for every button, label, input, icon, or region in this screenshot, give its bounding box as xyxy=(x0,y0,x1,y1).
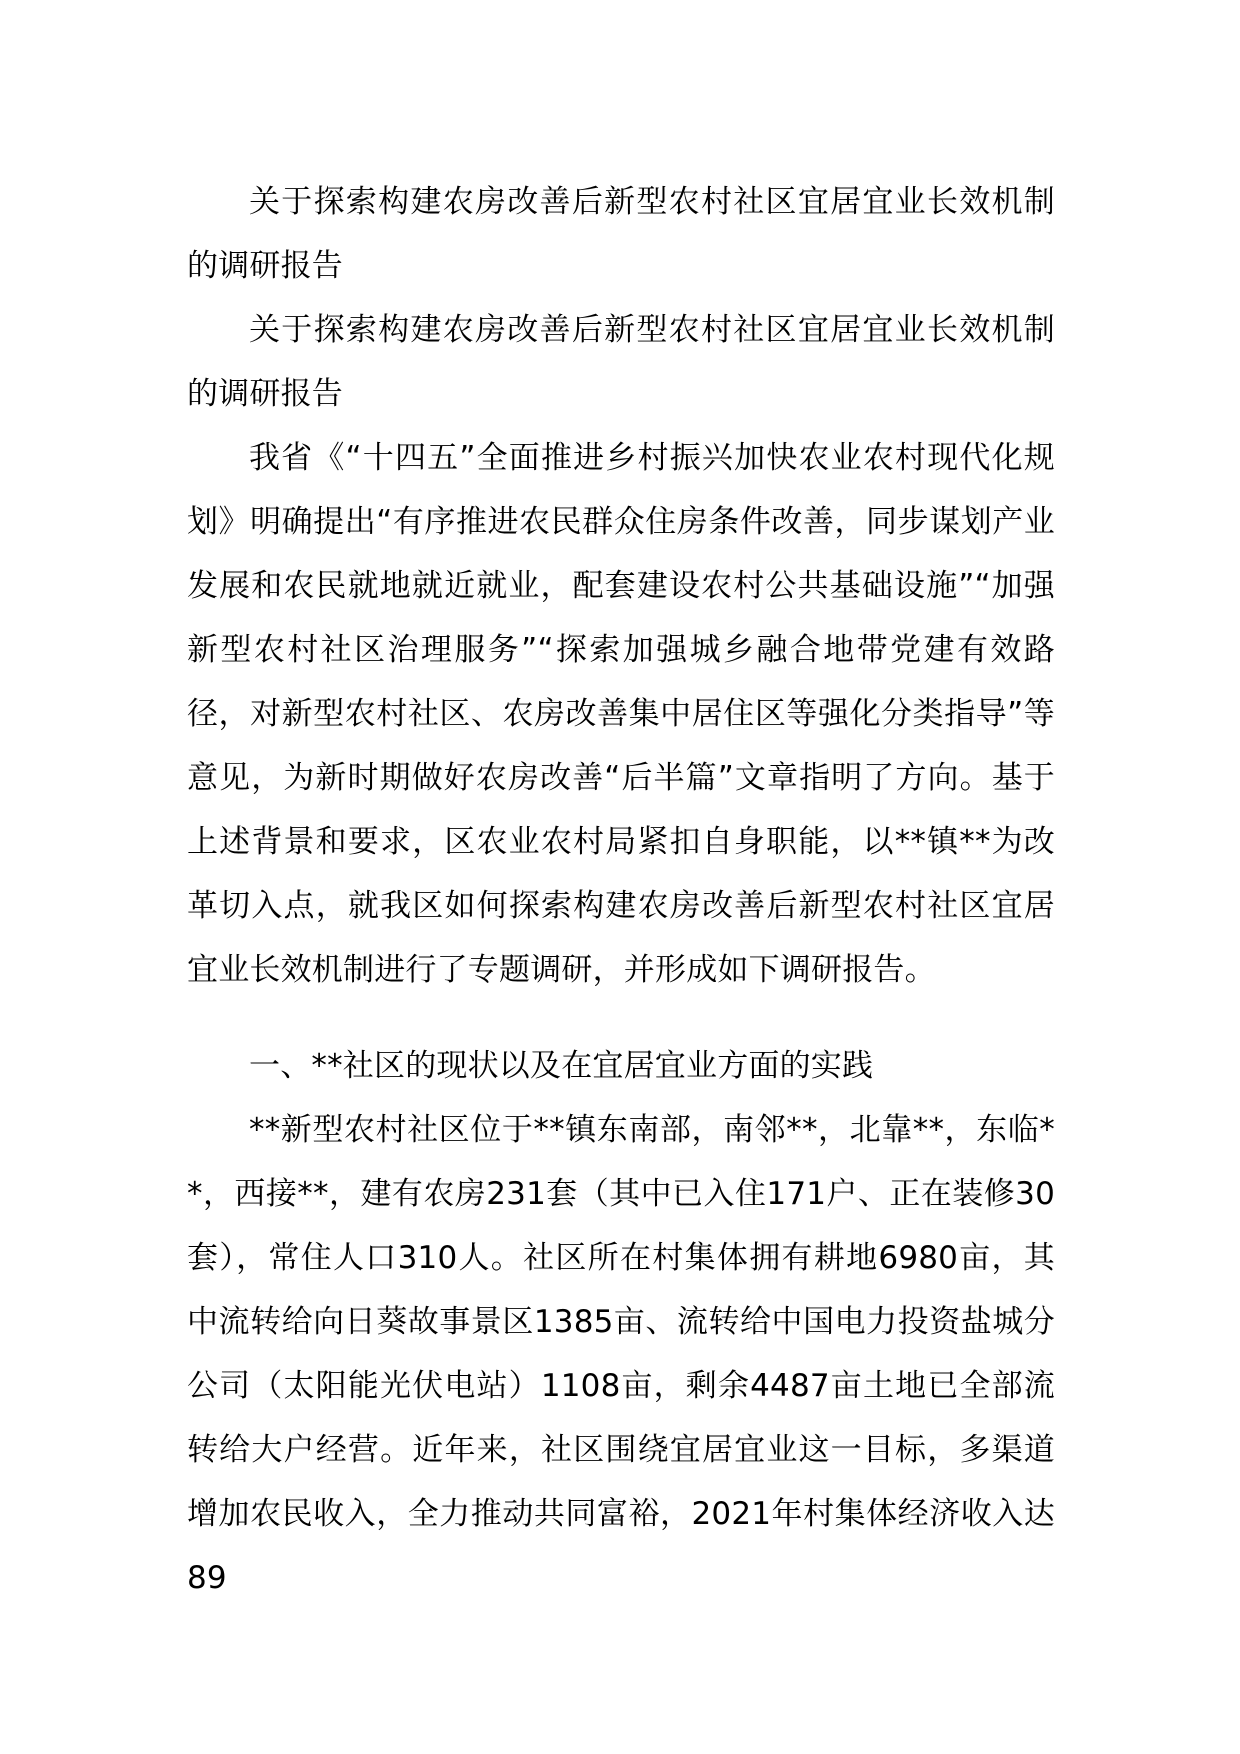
section-paragraph: **新型农村社区位于**镇东南部，南邻**，北靠**，东临**，西接**，建有农房231套（其中已入住171户、正在装修30套），常住人口310人。社区所在村集体拥有耕地6980亩，其中流转给向日葵故事景区1385亩、流转给中国电力投资盐城分公司（太阳能光伏电站）1108亩，剩余4487亩土地已全部流转给大户经营。近年来，社区围绕宜居宜业这一目标，多渠道增加农民收入，全力推动共同富裕，2021年村集体经济收入达89 xyxy=(187,1112,1055,1596)
section-heading: 一、**社区的现状以及在宜居宜业方面的实践 xyxy=(249,1048,874,1084)
document-title-repeat: 关于探索构建农房改善后新型农村社区宜居宜业长效机制的调研报告 xyxy=(187,312,1055,412)
document-body xyxy=(187,170,1055,1610)
section-spacer xyxy=(187,1002,1055,1034)
intro-paragraph: 我省《“十四五”全面推进乡村振兴加快农业农村现代化规划》明确提出“有序推进农民群众住房条件改善，同步谋划产业发展和农民就地就近就业，配套建设农村公共基础设施”“加强新型农村社区治理服务”“探索加强城乡融合地带党建有效路径，对新型农村社区、农房改善集中居住区等强化分类指导”等意见，为新时期做好农房改善“后半篇”文章指明了方向。基于上述背景和要求，区农业农村局紧扣自身职能，以**镇**为改革切入点，就我区如何探索构建农房改善后新型农村社区宜居宜业长效机制进行了专题调研，并形成如下调研报告。 xyxy=(187,440,1055,988)
document-title: 关于探索构建农房改善后新型农村社区宜居宜业长效机制的调研报告 xyxy=(187,184,1055,284)
